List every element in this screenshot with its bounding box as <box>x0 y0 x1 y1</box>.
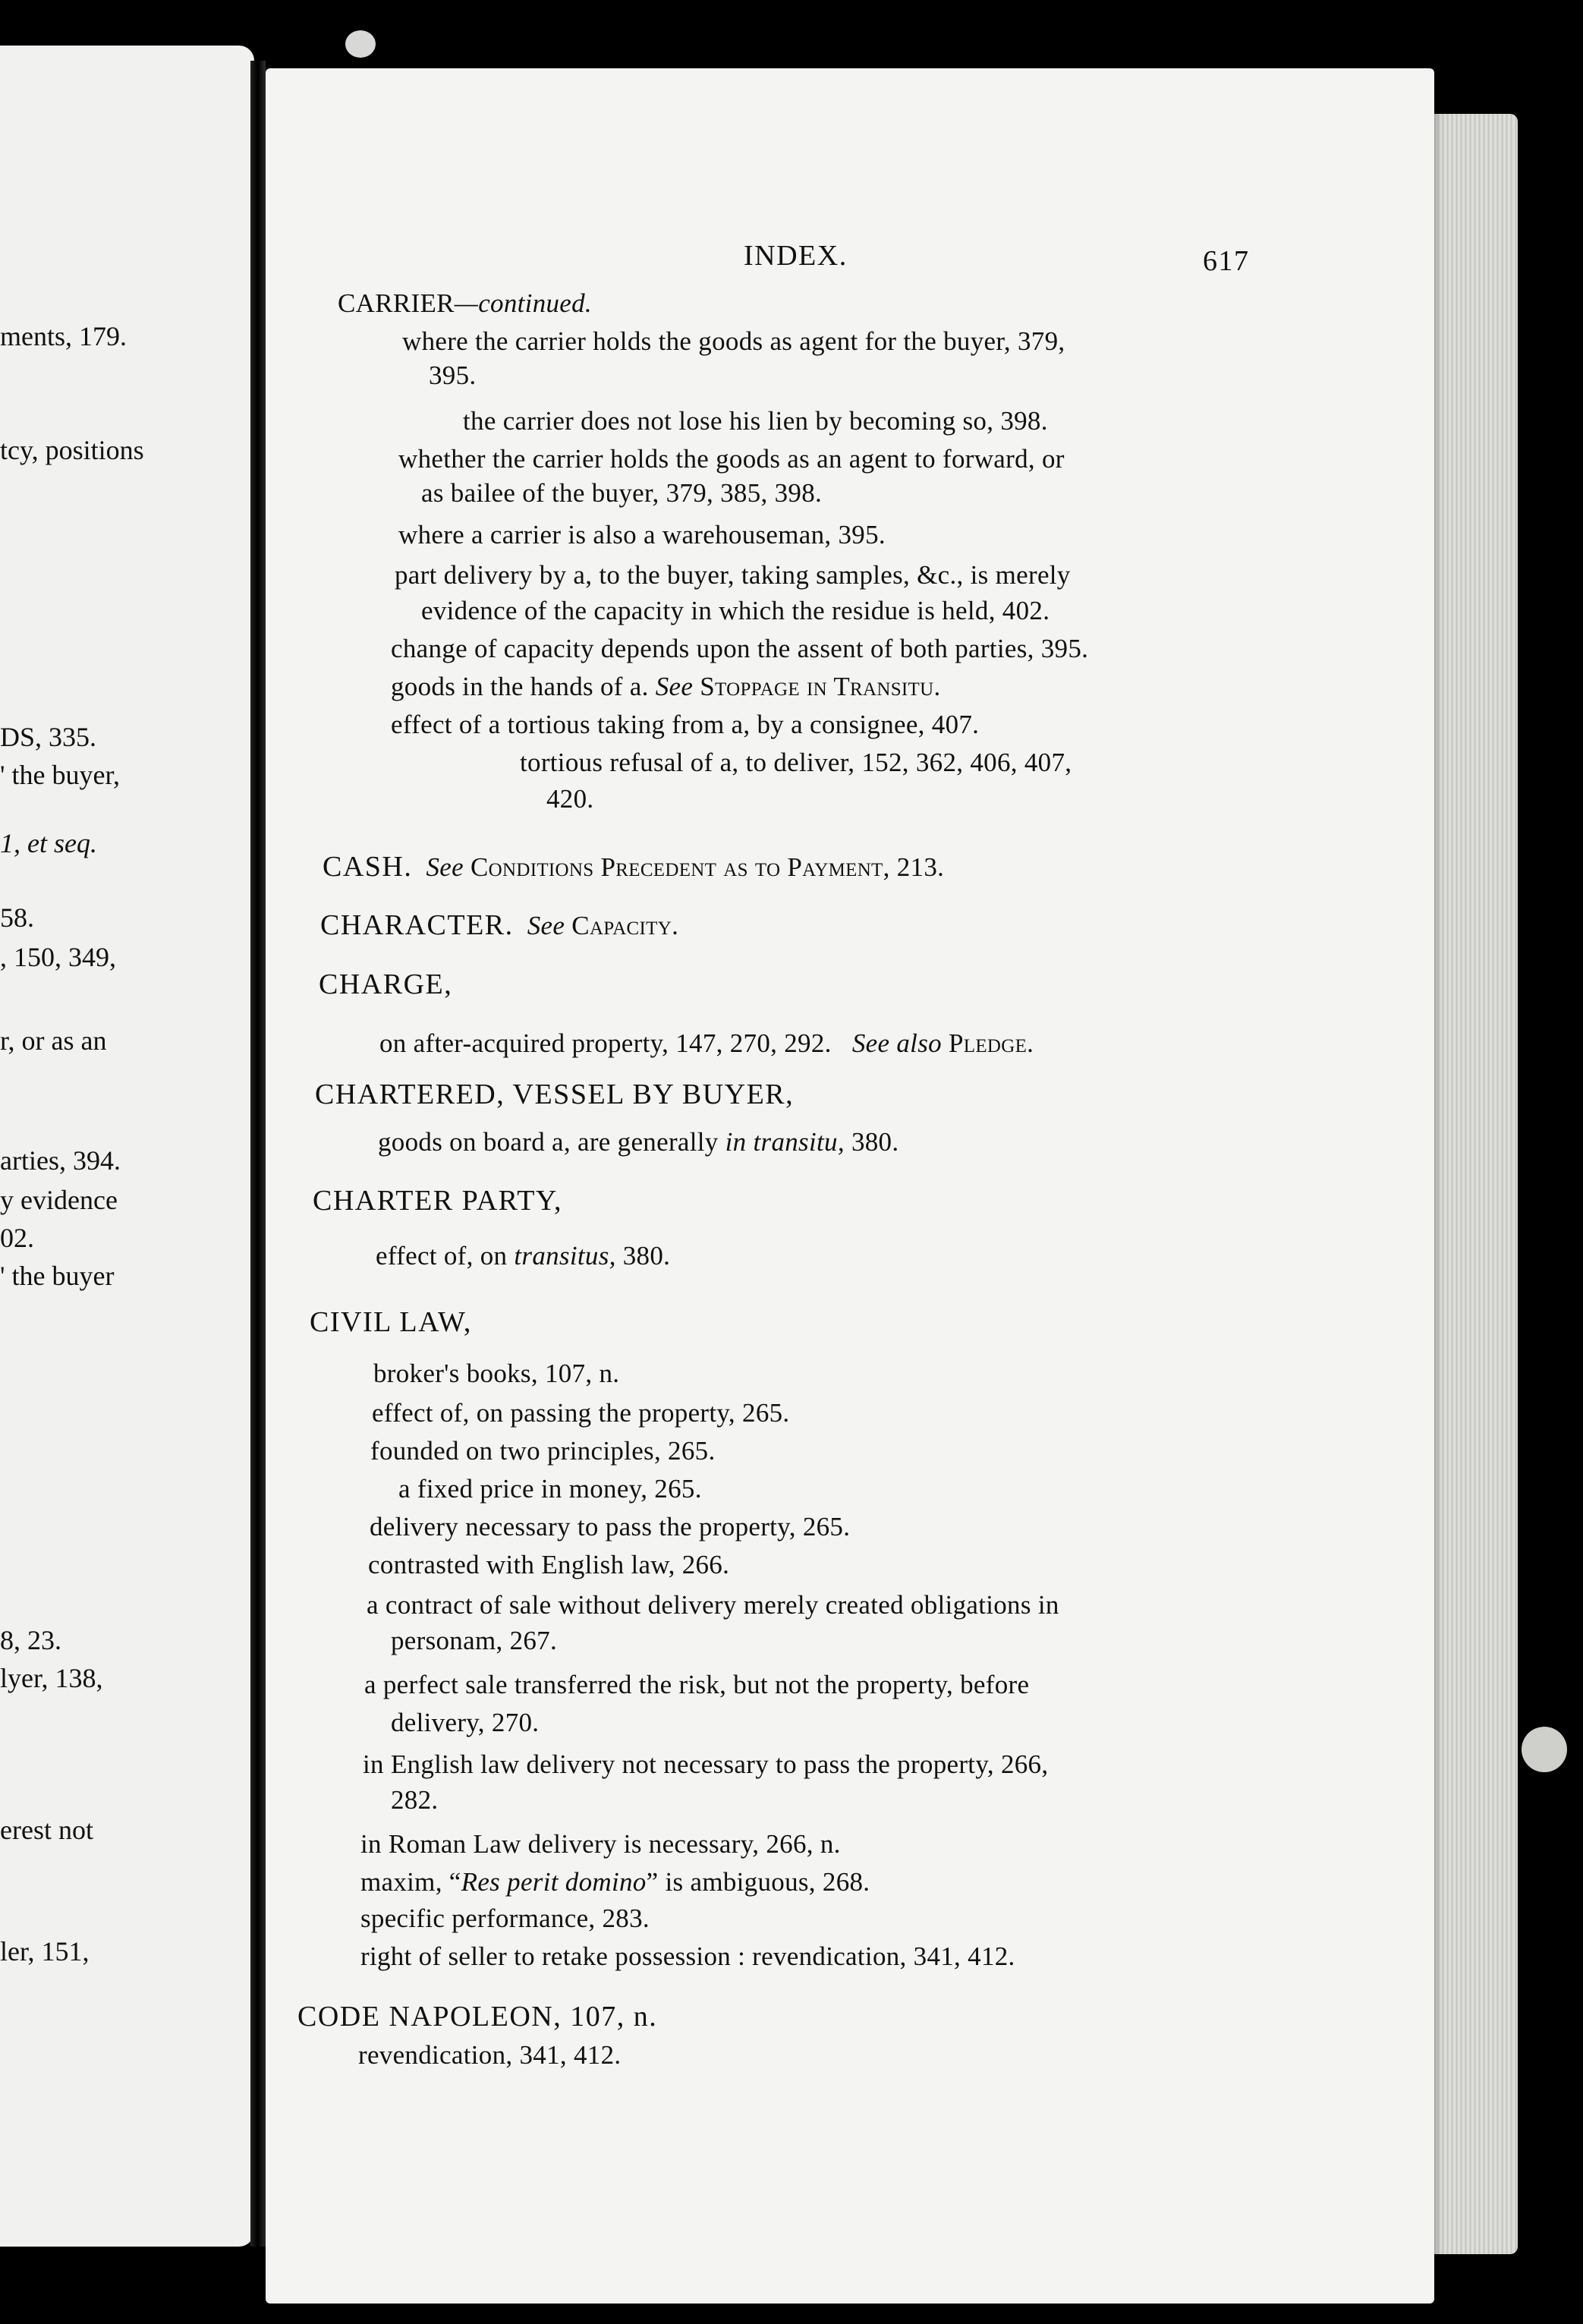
cross-reference: Conditions Precedent as to Payment, 213. <box>470 852 945 882</box>
left-fragment: , 150, 349, <box>0 942 116 972</box>
left-fragment: tcy, positions <box>0 435 144 465</box>
left-facing-page <box>0 46 254 2247</box>
dust-speck <box>1522 1727 1567 1772</box>
sub-entry-continuation: delivery, 270. <box>391 1708 540 1737</box>
sub-entry <box>379 1028 1034 1059</box>
sub-entry-text: goods on board a, are generally <box>378 1127 719 1157</box>
entry-heading: CASH. <box>323 851 413 883</box>
left-fragment: ' the buyer <box>0 1261 115 1291</box>
left-fragment: ments, 179. <box>0 321 127 351</box>
sub-entry: broker's books, 107, n. <box>373 1359 620 1388</box>
sub-entry-text: ” is ambiguous, 268. <box>646 1867 870 1897</box>
left-fragment: 58. <box>0 902 34 933</box>
entry-character <box>320 909 678 942</box>
book-gutter <box>250 61 266 2247</box>
sub-entry-text: on after-acquired property, 147, 270, 292. <box>379 1028 832 1058</box>
sub-entry <box>391 672 941 702</box>
page-number: 617 <box>1203 245 1250 277</box>
heading-text: CARRIER <box>338 288 455 318</box>
left-fragment: 02. <box>0 1223 34 1253</box>
sub-entry: contrasted with English law, 266. <box>368 1550 730 1579</box>
entry-heading: CHARACTER. <box>320 909 514 941</box>
left-fragment: r, or as an <box>0 1025 107 1056</box>
see-label: See <box>655 672 694 701</box>
sub-entry: where a carrier is also a warehouseman, 395. <box>398 520 886 550</box>
entry-heading-chartered: CHARTERED, VESSEL BY BUYER, <box>315 1079 795 1110</box>
sub-entry: a perfect sale transferred the risk, but not the property, before <box>364 1670 1030 1699</box>
sub-entry: delivery necessary to pass the property, 265. <box>370 1512 851 1541</box>
sub-entry-text: 380. <box>622 1241 671 1271</box>
continued-label: —continued. <box>454 288 592 318</box>
left-fragment: arties, 394. <box>0 1145 121 1176</box>
entry-heading-code-napoleon: CODE NAPOLEON, 107, n. <box>297 2001 658 2033</box>
see-label: See <box>527 911 565 940</box>
see-label: See <box>426 852 464 882</box>
sub-entry: tortious refusal of a, to deliver, 152, 362, 406, 407, <box>520 748 1072 777</box>
latin-maxim: Res perit domino <box>461 1867 647 1897</box>
dust-speck <box>345 30 376 58</box>
sub-entry-text: goods in the hands of a. <box>391 672 649 701</box>
entry-heading-carrier <box>338 288 592 319</box>
sub-entry: change of capacity depends upon the assent of both parties, 395. <box>391 634 1089 663</box>
sub-entry: in Roman Law delivery is necessary, 266, n. <box>360 1829 841 1859</box>
sub-entry <box>376 1241 670 1271</box>
left-fragment: lyer, 138, <box>0 1663 103 1693</box>
entry-heading-civil-law: CIVIL LAW, <box>310 1306 472 1338</box>
sub-entry: a fixed price in money, 265. <box>398 1474 702 1504</box>
sub-entry-continuation: 395. <box>429 361 477 390</box>
sub-entry-continuation: personam, 267. <box>391 1626 558 1655</box>
cross-reference: Capacity. <box>571 911 679 940</box>
sub-entry-text: maxim, “ <box>360 1867 461 1897</box>
sub-entry-text: effect of, on <box>376 1241 508 1271</box>
left-fragment: 1, et seq. <box>0 828 97 858</box>
sub-entry <box>378 1127 899 1157</box>
sub-entry: right of seller to retake possession : revendication, 341, 412. <box>360 1941 1015 1971</box>
index-page <box>266 68 1434 2304</box>
sub-entry: effect of a tortious taking from a, by a consignee, 407. <box>391 710 980 739</box>
left-fragment: y evidence <box>0 1185 118 1215</box>
sub-entry: specific performance, 283. <box>360 1904 650 1933</box>
sub-entry: effect of, on passing the property, 265. <box>372 1398 790 1428</box>
sub-entry-continuation: 282. <box>391 1785 439 1815</box>
sub-entry-italic: transitus, <box>514 1241 616 1271</box>
sub-entry: in English law delivery not necessary to pass the property, 266, <box>363 1749 1049 1779</box>
entry-heading-charge: CHARGE, <box>319 968 453 1000</box>
see-label: See also <box>851 1028 942 1058</box>
sub-entry: the carrier does not lose his lien by becoming so, 398. <box>463 406 1048 436</box>
sub-entry: founded on two principles, 265. <box>370 1436 716 1466</box>
entry-cash <box>323 850 944 883</box>
page-stack-edge <box>1434 114 1518 2254</box>
sub-entry <box>360 1867 870 1897</box>
cross-reference: Pledge. <box>949 1028 1034 1058</box>
sub-entry: a contract of sale without delivery merely created obligations in <box>367 1590 1059 1620</box>
left-fragment: ' the buyer, <box>0 760 120 790</box>
sub-entry: whether the carrier holds the goods as an agent to forward, or <box>398 444 1065 474</box>
left-fragment: 8, 23. <box>0 1625 61 1655</box>
sub-entry-text: 380. <box>851 1127 899 1157</box>
sub-entry-continuation: 420. <box>546 784 594 814</box>
sub-entry-italic: in transitu, <box>725 1127 845 1157</box>
left-fragment: erest not <box>0 1815 93 1845</box>
cross-reference: Stoppage in Transitu. <box>700 672 941 701</box>
sub-entry-continuation: evidence of the capacity in which the residue is held, 402. <box>421 596 1050 625</box>
sub-entry: revendication, 341, 412. <box>358 2040 622 2070</box>
entry-heading-charter-party: CHARTER PARTY, <box>313 1185 562 1217</box>
left-fragment: DS, 335. <box>0 722 97 752</box>
sub-entry: part delivery by a, to the buyer, taking samples, &c., is merely <box>395 560 1071 590</box>
page-header-title: INDEX. <box>744 240 848 272</box>
sub-entry: where the carrier holds the goods as agent for the buyer, 379, <box>402 326 1065 356</box>
sub-entry-continuation: as bailee of the buyer, 379, 385, 398. <box>421 478 823 508</box>
left-fragment: ler, 151, <box>0 1936 90 1967</box>
